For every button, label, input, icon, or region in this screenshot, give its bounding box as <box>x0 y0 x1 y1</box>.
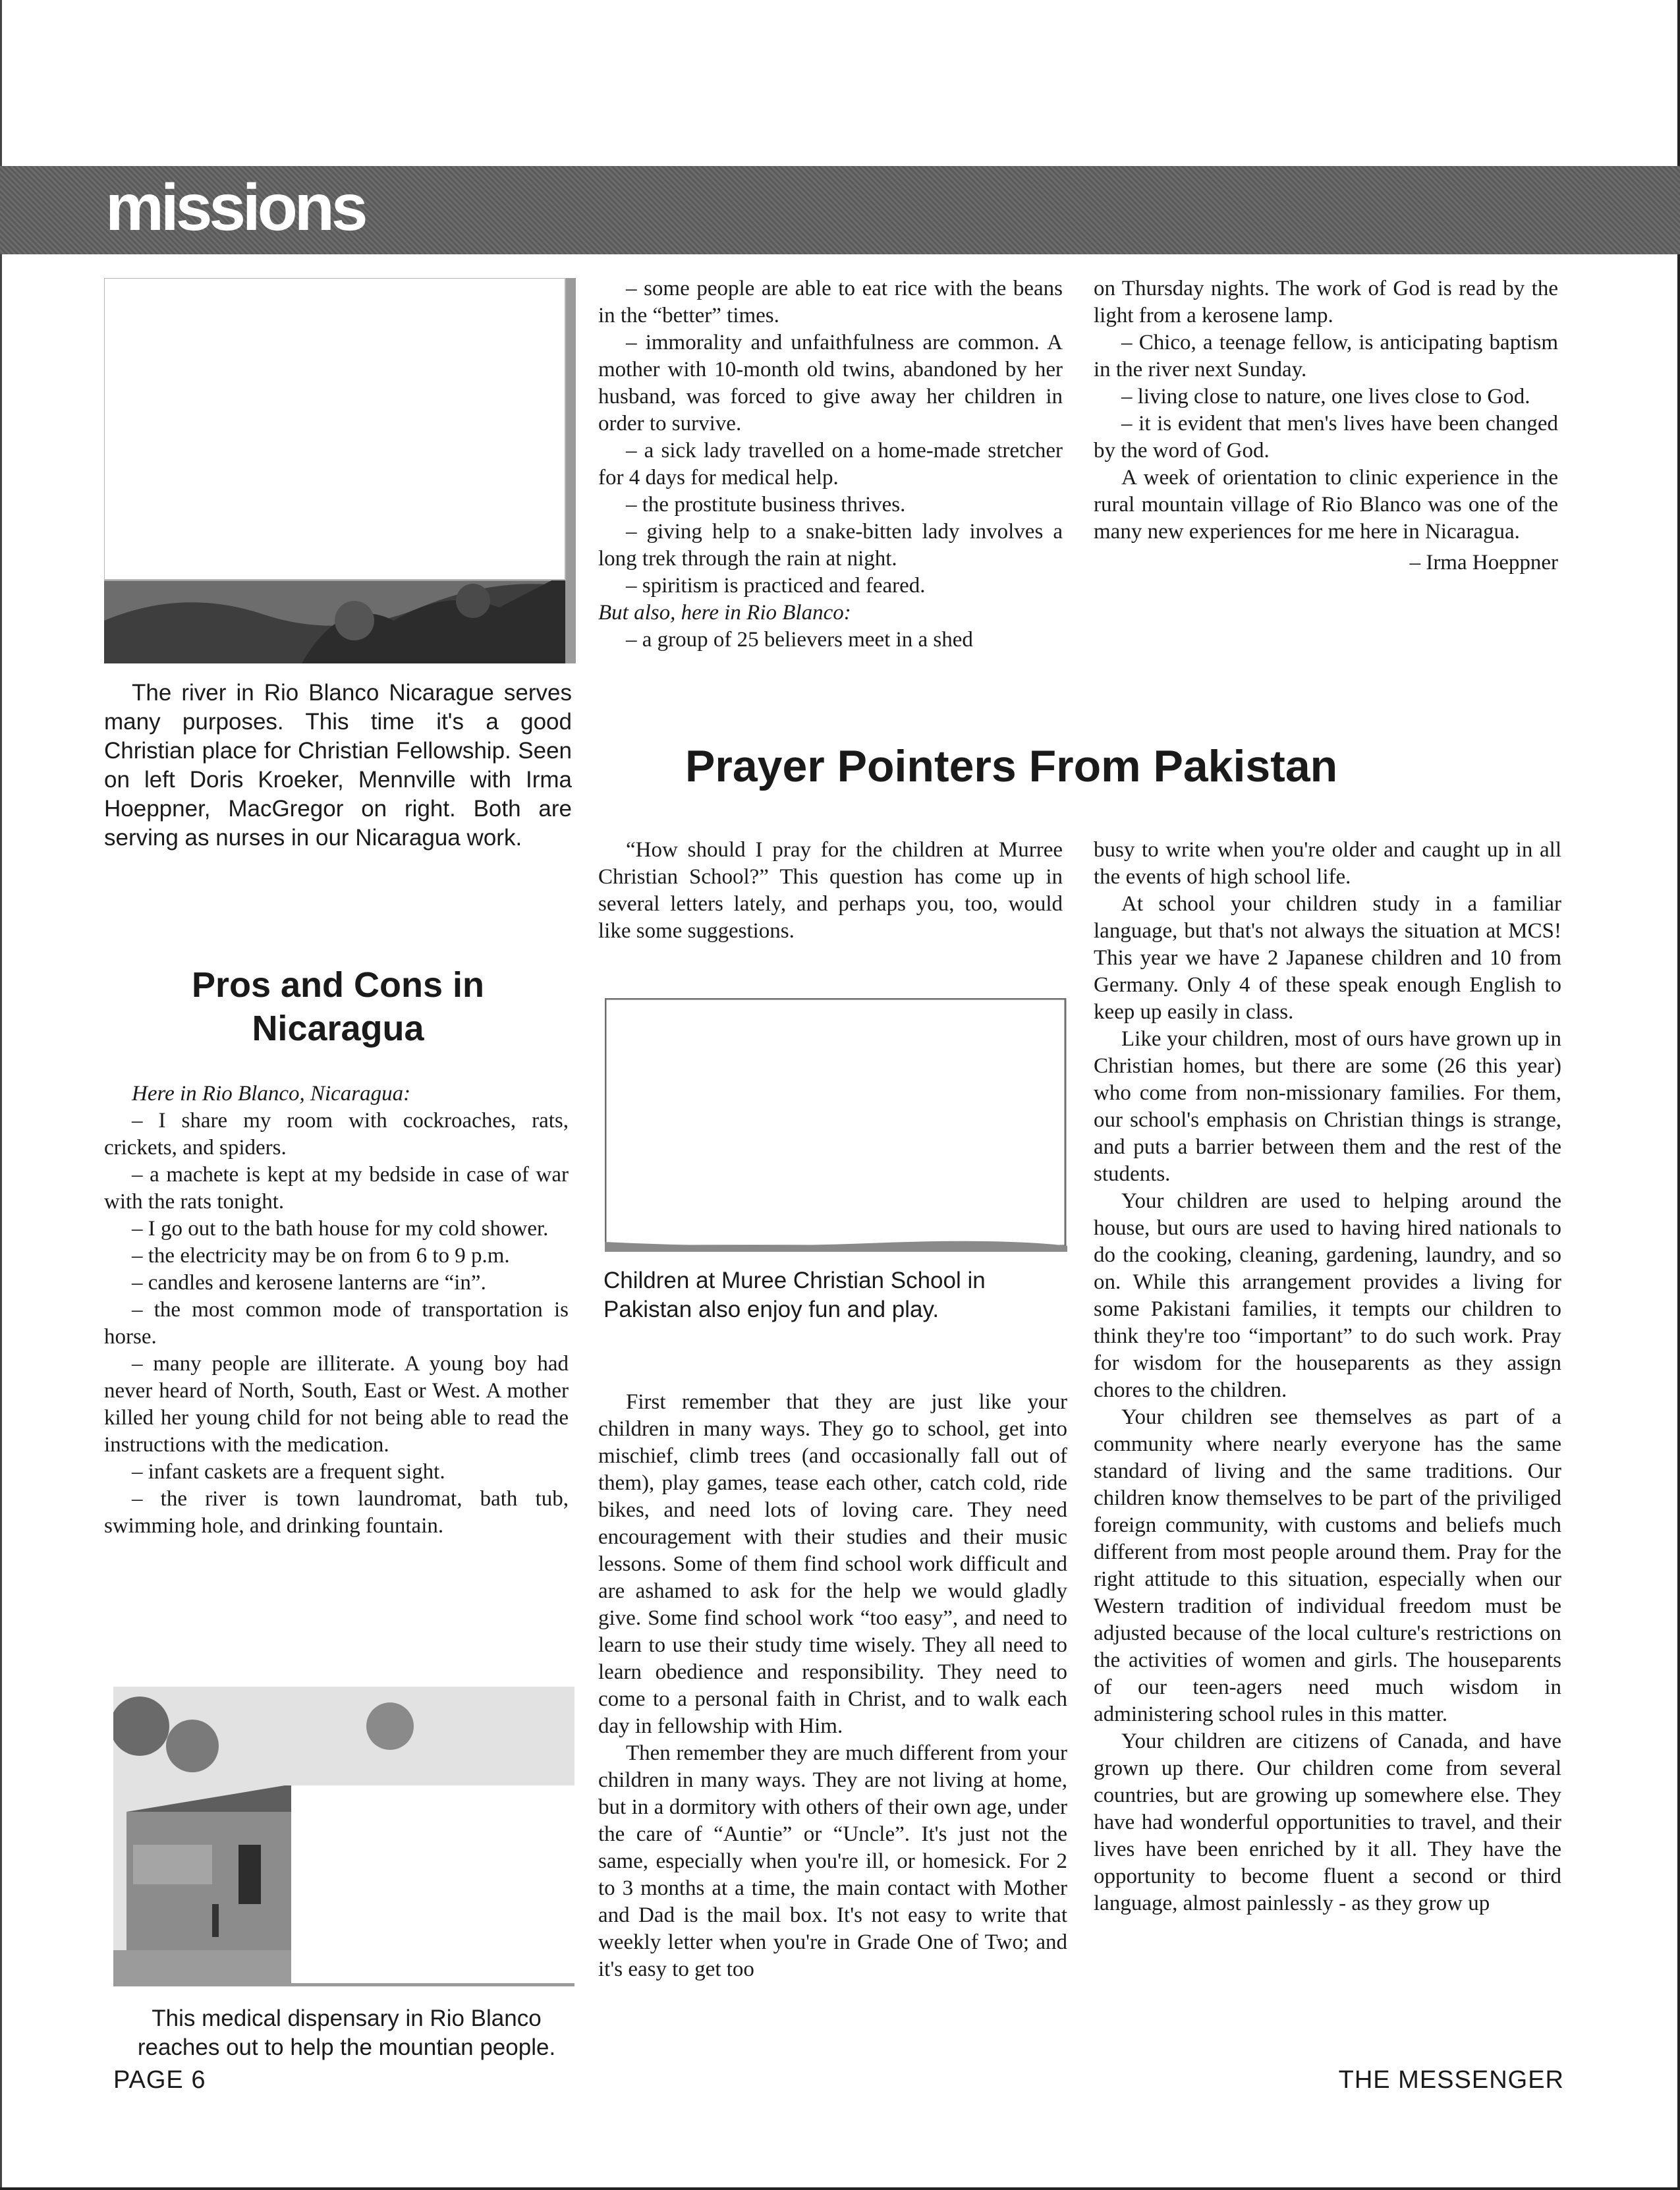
prayer-paragraph: Your children are used to helping around the house, but ours are used to having hired nationals to do the cooking, cleaning, gardening, laundry, and so on. While this arrangement provides a living for some Pakistani families, it tempts our children to think they're too “important” to do such work. Pray for wisdom for the houseparents as they assign chores to the children. <box>1094 1189 1561 1402</box>
pros-cons-title-line2: Nicaragua <box>252 1009 424 1048</box>
children-photo-frame <box>605 998 1067 1252</box>
prayer-col2 <box>598 1389 1067 1983</box>
children-photo <box>605 998 1067 1252</box>
pros-cons-item: – the electricity may be on from 6 to 9 p.m. <box>132 1244 510 1268</box>
page-border-bottom <box>0 2187 1680 2190</box>
pros-cons-item: – many people are illiterate. A young boy had never heard of North, South, East or West. A mother killed her young child for not being able to read the instructions with the medication. <box>104 1352 569 1457</box>
prayer-paragraph: Like your children, most of ours have grown up in Christian homes, but there are some (26 this year) who come from non-missionary families. For them, our school's emphasis on Christian things is strange, and puts a barrier between them and the rest of the students. <box>1094 1027 1561 1186</box>
pros-cons-item: – a sick lady travelled on a home-made stretcher for 4 days for medical help. <box>598 439 1063 490</box>
pros-cons-item: – living close to nature, one lives close to God. <box>1121 385 1530 408</box>
pros-cons-item: – candles and kerosene lanterns are “in”. <box>132 1271 486 1295</box>
pros-cons-title-line1: Pros and Cons in <box>191 965 485 1005</box>
pros-cons-col2 <box>598 275 1063 654</box>
section-title: missions <box>105 171 365 244</box>
children-photo-caption: Children at Muree Christian School in Pakistan also enjoy fun and play. <box>603 1268 986 1322</box>
pros-cons-item: – Chico, a teenage fellow, is anticipating baptism in the river next Sunday. <box>1094 331 1558 381</box>
prayer-col2-intro <box>598 837 1063 945</box>
pros-cons-item: – immorality and unfaithfulness are common. A mother with 10-month old twins, abandoned by her husband, was forced to give away her children in order to survive. <box>598 331 1063 435</box>
river-photo-caption: The river in Rio Blanco Nicarague serves many purposes. This time it's a good Christian place for Christian Fellowship. Seen on left Doris Kroeker, Mennville with Irma Hoeppner, MacGregor on right. Both are serving as nurses in our Nicaragua work. <box>104 680 572 851</box>
prayer-paragraph: busy to write when you're older and caught up in all the events of high school life. <box>1094 838 1561 889</box>
pros-cons-item: – the most common mode of transportation is horse. <box>104 1298 569 1349</box>
pros-cons-item: – I share my room with cockroaches, rats, crickets, and spiders. <box>104 1109 569 1160</box>
prayer-paragraph: Your children see themselves as part of a community where nearly everyone has the same standard of living and the same traditions. Our children know themselves to be part of the priviliged foreign community, with customs and beliefs much different from most people around them. Pray for the right attitude to this situation, especially when our Western tradition of individual freedom must be adjusted because of the local culture's restrictions on the activities of women and girls. The houseparents of our teen-agers need much wisdom in administering school rules in this matter. <box>1094 1405 1561 1726</box>
river-photo <box>104 278 576 663</box>
pros-cons-item: – a machete is kept at my bedside in case of war with the rats tonight. <box>104 1163 569 1214</box>
pros-cons-item: – infant caskets are a frequent sight. <box>132 1460 445 1484</box>
page-number: PAGE 6 <box>113 2066 206 2094</box>
prayer-article-title: Prayer Pointers From Pakistan <box>685 741 1338 791</box>
prayer-col3 <box>1094 837 1561 1917</box>
pros-cons-item: – a group of 25 believers meet in a shed <box>626 628 973 652</box>
dispensary-photo <box>113 1687 574 1986</box>
prayer-paragraph: First remember that they are just like your children in many ways. They go to school, get into mischief, climb trees (and occasionally fall out of them), play games, tease each other, catch cold, ride bikes, and need lots of loving care. They need encouragement with their studies and their music lessons. Some of them find school work difficult and are ashamed to ask for the help we would gladly give. Some find school work “too easy”, and need to learn to use their study time wisely. They all need to learn obedience and responsibility. They need to come to a personal faith in Christ, and to walk each day in fellowship with Him. <box>598 1390 1067 1738</box>
pros-cons-item: – I go out to the bath house for my cold shower. <box>132 1217 549 1241</box>
pros-cons-item: – the prostitute business thrives. <box>626 493 906 517</box>
page-border-right <box>1677 0 1680 2190</box>
author-signature: – Irma Hoeppner <box>1409 551 1558 575</box>
prayer-intro: “How should I pray for the children at Murree Christian School?” This question has come up in several letters lately, and perhaps you, too, would like some suggestions. <box>598 838 1063 943</box>
pros-cons-col3 <box>1094 275 1558 576</box>
dispensary-photo-scene <box>113 1687 574 1986</box>
pros-cons-but-also: But also, here in Rio Blanco: <box>598 601 851 625</box>
pros-cons-item: – the river is town laundromat, bath tub, swimming hole, and drinking fountain. <box>104 1487 569 1538</box>
pros-cons-item: – it is evident that men's lives have been changed by the word of God. <box>1094 412 1558 463</box>
pros-cons-col1 <box>104 1081 569 1540</box>
pros-cons-item: – giving help to a snake-bitten lady involves a long trek through the rain at night. <box>598 520 1063 571</box>
pros-cons-item: on Thursday nights. The work of God is read by the light from a kerosene lamp. <box>1094 277 1558 327</box>
pros-cons-intro: Here in Rio Blanco, Nicaragua: <box>132 1082 411 1106</box>
section-banner <box>0 166 1680 254</box>
publication-name: THE MESSENGER <box>1338 2066 1564 2094</box>
pros-cons-title <box>104 963 572 1050</box>
pros-cons-item: – spiritism is practiced and feared. <box>626 574 926 598</box>
prayer-paragraph: At school your children study in a familiar language, but that's not always the situation at MCS! This year we have 2 Japanese children and 10 from Germany. Only 4 of these speak enough English to keep up easily in class. <box>1094 892 1561 1024</box>
prayer-paragraph: Your children are citizens of Canada, and have grown up there. Our children come from several countries, but are growing up somewhere else. They have had wonderful opportunities to travel, and their lives have been enriched by it all. They have the opportunity to become fluent a second or third language, almost painlessly - as they grow up <box>1094 1729 1561 1915</box>
river-photo-scene <box>104 278 576 663</box>
pros-cons-item: – some people are able to eat rice with the beans in the “better” times. <box>598 277 1063 327</box>
pros-cons-item: A week of orientation to clinic experience in the rural mountain village of Rio Blanco was one of the many new experiences for me here in Nicaragua. <box>1094 466 1558 544</box>
page-border-left <box>0 0 2 2190</box>
dispensary-photo-caption: This medical dispensary in Rio Blanco reaches out to help the mountian people. <box>137 2006 556 2060</box>
prayer-paragraph: Then remember they are much different from your children in many ways. They are not living at home, but in a dormitory with others of their own age, under the care of “Auntie” or “Uncle”. It's just not the same, especially when you're ill, or homesick. For 2 to 3 months at a time, the main contact with Mother and Dad is the mail box. It's not easy to write that weekly letter when you're in Grade One of Two; and it's easy to get too <box>598 1741 1067 1981</box>
